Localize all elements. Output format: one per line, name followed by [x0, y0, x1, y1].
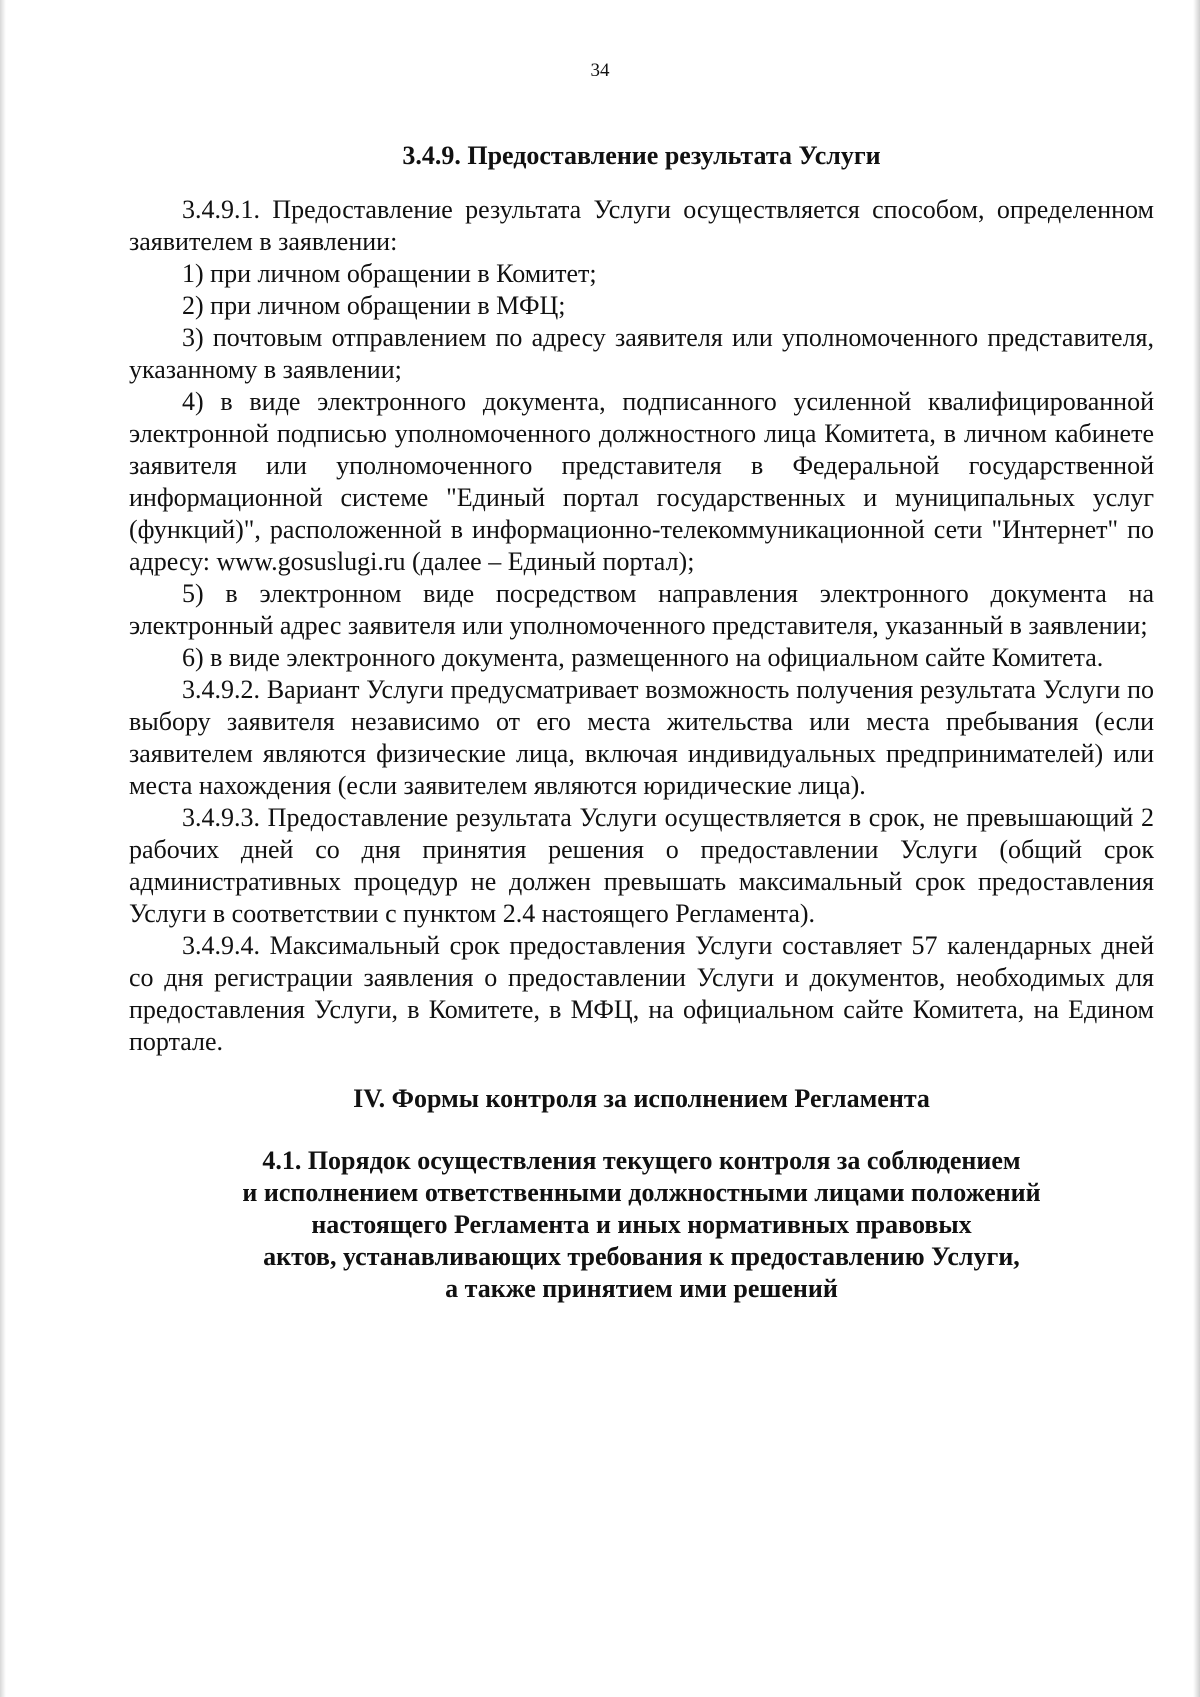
subsection-title-line: а также принятием ими решений	[445, 1274, 838, 1303]
paragraph-3-4-9-4: 3.4.9.4. Максимальный срок предоставления Услуги составляет 57 календарных дней со дня регистрации заявления о предоставлении Услуги и документов, необходимых для предоставления Услуги, в Комитете, в МФЦ, на официальном сайте Комитета, на Едином портале.	[129, 931, 1154, 1056]
scan-edge-left	[0, 0, 6, 1697]
list-item-5: 5) в электронном виде посредством направления электронного документа на электронный адрес заявителя или уполномоченного представителя, указанный в заявлении;	[129, 579, 1154, 640]
paragraph-3-4-9-3: 3.4.9.3. Предоставление результата Услуги осуществляется в срок, не превышающий 2 рабочих дней со дня принятия решения о предоставлении Услуги (общий срок административных процедур не должен превышать максимальный срок предоставления Услуги в соответствии с пунктом 2.4 настоящего Регламента).	[129, 803, 1154, 928]
subsection-title	[129, 1145, 1154, 1305]
document-body	[129, 140, 1154, 1305]
list-item-3: 3) почтовым отправлением по адресу заявителя или уполномоченного представителя, указанному в заявлении;	[129, 323, 1154, 384]
scan-edge-right	[1193, 0, 1200, 1697]
section-title: 3.4.9. Предоставление результата Услуги	[402, 141, 881, 170]
subsection-title-line: актов, устанавливающих требования к предоставлению Услуги,	[263, 1242, 1020, 1271]
subsection-title-line: настоящего Регламента и иных нормативных правовых	[311, 1210, 972, 1239]
chapter-title: IV. Формы контроля за исполнением Регламента	[353, 1084, 930, 1113]
page-number: 34	[590, 60, 610, 81]
list-item-2: 2) при личном обращении в МФЦ;	[182, 291, 566, 320]
list-item-1: 1) при личном обращении в Комитет;	[182, 259, 597, 288]
paragraph-3-4-9-1: 3.4.9.1. Предоставление результата Услуги осуществляется способом, определенном заявителем в заявлении:	[129, 195, 1154, 256]
paragraph-3-4-9-2: 3.4.9.2. Вариант Услуги предусматривает возможность получения результата Услуги по выбору заявителя независимо от его места жительства или места пребывания (если заявителем являются физические лица, включая индивидуальных предпринимателей) или места нахождения (если заявителем являются юридические лица).	[129, 675, 1154, 800]
list-item-4: 4) в виде электронного документа, подписанного усиленной квалифицированной электронной подписью уполномоченного должностного лица Комитета, в личном кабинете заявителя или уполномоченного представителя в Федеральной государственной информационной системе "Единый портал государственных и муниципальных услуг (функций)", расположенной в информационно-телекоммуникационной сети "Интернет" по адресу: www.gosuslugi.ru (далее – Единый портал);	[129, 387, 1154, 576]
list-item-6: 6) в виде электронного документа, размещенного на официальном сайте Комитета.	[182, 643, 1104, 672]
subsection-title-line: 4.1. Порядок осуществления текущего контроля за соблюдением	[262, 1146, 1021, 1175]
subsection-title-line: и исполнением ответственными должностными лицами положений	[242, 1178, 1041, 1207]
